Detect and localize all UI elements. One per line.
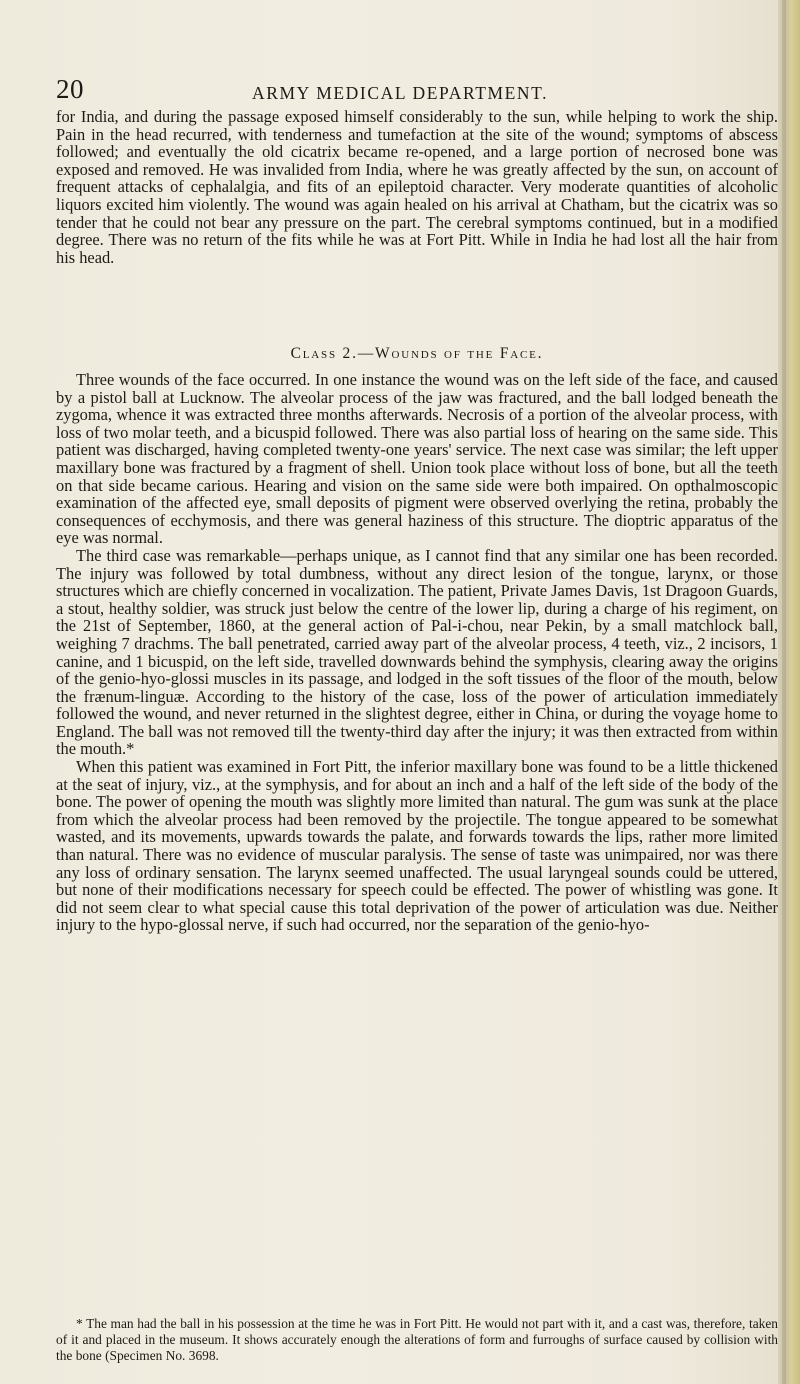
page-edge-shadow xyxy=(782,0,786,1384)
paragraph: for India, and during the passage exposed himself considerably to the sun, while helping to work the ship. Pain in the head recurred, with tenderness and tumefaction at the site of the wound; symptoms of abscess followed; and eventually the old cicatrix became re-opened, and a large portion of necrosed bone was exposed and removed. He was invalided from India, where he was greatly affected by the sun, on account of frequent attacks of cephalalgia, and fits of an epileptoid character. Very moderate quantities of alcoholic liquors excited him violently. The wound was again healed on his arrival at Chatham, but the cicatrix was so tender that he could not bear any pressure on the part. The cerebral symptoms continued, but in a modified degree. There was no return of the fits while he was at Fort Pitt. While in India he had lost all the hair from his head. xyxy=(56,107,778,267)
paragraph: Three wounds of the face occurred. In one instance the wound was on the left side of the face, and caused by a pistol ball at Lucknow. The alveolar process of the jaw was fractured, and the ball lodged beneath the zygoma, whence it was extracted three months afterwards. Necrosis of a portion of the alveolar process, with loss of two molar teeth, and a bicuspid followed. There was also partial loss of hearing on the same side. This patient was discharged, having completed twenty-one years' service. The next case was similar; the left upper maxillary bone was fractured by a fragment of shell. Union took place without loss of bone, but all the teeth on that side became carious. Hearing and vision on the same side were both impaired. On opthalmoscopic examination of the affected eye, small deposits of pigment were observed overlying the retina, probably the consequences of ecchymosis, and there was general haziness of this structure. The dioptric apparatus of the eye was normal. xyxy=(56,370,778,548)
footnote-text: * The man had the ball in his possession at the time he was in Fort Pitt. He would not part with it, and a cast was, therefore, taken of it and placed in the museum. It shows accurately enough the alterations of form and furroughs of surface caused by collision with the bone (Specimen No. 3698. xyxy=(56,1316,778,1363)
body-text-continued xyxy=(56,108,778,266)
section-heading: Class 2.—Wounds of the Face. xyxy=(290,345,544,362)
footnote xyxy=(56,1316,778,1363)
paragraph: The third case was remarkable—perhaps unique, as I cannot find that any similar one has been recorded. The injury was followed by total dumbness, without any direct lesion of the tongue, larynx, or those structures which are chiefly concerned in vocalization. The patient, Private James Davis, 1st Dragoon Guards, a stout, healthy soldier, was struck just below the centre of the lower lip, during a charge of his regiment, on the 21st of September, 1860, at the general action of Pal-i-chou, near Pekin, by a small matchlock ball, weighing 7 drachms. The ball penetrated, carried away part of the alveolar process, 4 teeth, viz., 2 incisors, 1 canine, and 1 bicuspid, on the left side, travelled downwards behind the symphysis, clearing away the origins of the genio-hyo-glossi muscles in its passage, and lodged in the soft tissues of the floor of the mouth, below the frænum-linguæ. According to the history of the case, loss of the power of articulation immediately followed the wound, and never returned in the slightest degree, either in China, or during the voyage home to England. The ball was not removed till the twenty-third day after the injury; it was then extracted from within the mouth.* xyxy=(56,545,778,759)
page-number: 20 xyxy=(56,74,84,104)
body-text-section xyxy=(56,371,778,934)
running-title: ARMY MEDICAL DEPARTMENT. xyxy=(252,83,549,103)
paragraph: When this patient was examined in Fort Pitt, the inferior maxillary bone was found to be a little thickened at the seat of injury, viz., at the symphysis, and for about an inch and a half of the left side of the body of the bone. The power of opening the mouth was slightly more limited than natural. The gum was sunk at the place from which the alveolar process had been removed by the projectile. The tongue appeared to be somewhat wasted, and its movements, upwards towards the palate, and forwards towards the lips, rather more limited than natural. There was no evidence of muscular paralysis. The sense of taste was unimpaired, nor was there any loss of ordinary sensation. The larynx seemed unaffected. The usual laryngeal sounds could be uttered, but none of their modifications necessary for speech could be effected. The power of whistling was gone. It did not seem clear to what special cause this total deprivation of the power of articulation was due. Neither injury to the hypo-glossal nerve, if such had occurred, nor the separation of the genio-hyo- xyxy=(56,757,778,935)
